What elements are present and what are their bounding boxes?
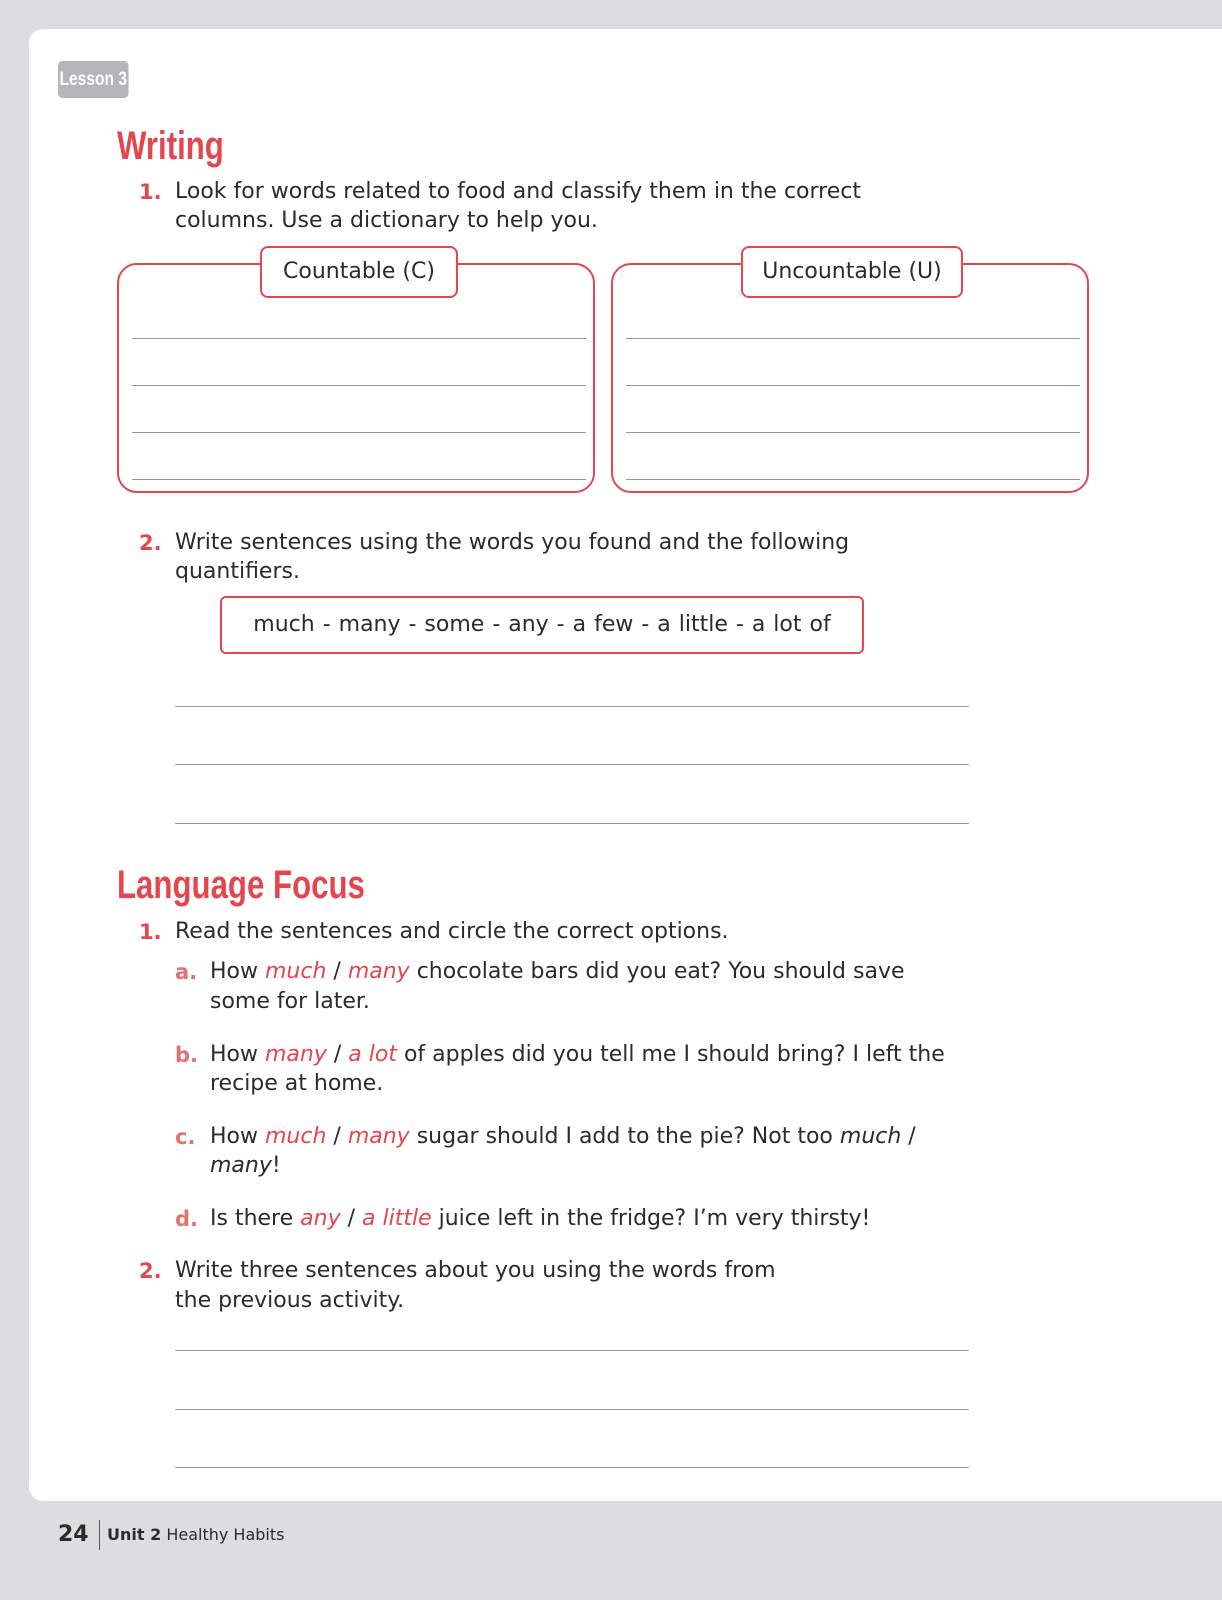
answer-line[interactable] <box>132 338 586 339</box>
sentence-item-a: How much / many chocolate bars did you eat? You should save <box>210 959 905 984</box>
instruction-line: columns. Use a dictionary to help you. <box>175 208 598 233</box>
countable-column-label: Countable (C) <box>260 246 458 298</box>
sentence-item-c: How much / many sugar should I add to the pie? Not too much / <box>210 1124 916 1149</box>
instruction-line: Look for words related to food and classify them in the correct <box>175 179 861 204</box>
item-letter: d. <box>175 1207 199 1231</box>
answer-line[interactable] <box>626 338 1080 339</box>
writing-line[interactable] <box>175 706 969 707</box>
exercise-number: 2. <box>139 1259 162 1283</box>
writing-title: Writing <box>117 124 224 168</box>
option-1[interactable]: many <box>265 1042 327 1067</box>
instruction-line: Write three sentences about you using the words from <box>175 1258 776 1283</box>
item-letter: c. <box>175 1125 196 1149</box>
option-2[interactable]: many <box>347 1124 410 1149</box>
quantifiers-box: much - many - some - any - a few - a little - a lot of <box>220 596 864 654</box>
option-1[interactable]: any <box>300 1206 341 1231</box>
answer-line[interactable] <box>132 479 586 480</box>
answer-line[interactable] <box>132 385 586 386</box>
writing-line[interactable] <box>175 823 969 824</box>
instruction-line: the previous activity. <box>175 1288 405 1313</box>
lesson-tag: Lesson 3 <box>58 61 129 98</box>
item-letter: a. <box>175 960 198 984</box>
instruction-line: Read the sentences and circle the correct options. <box>175 919 729 944</box>
writing-line[interactable] <box>175 1409 969 1410</box>
writing-line[interactable] <box>175 1467 969 1468</box>
answer-line[interactable] <box>626 385 1080 386</box>
writing-line[interactable] <box>175 1350 969 1351</box>
option-2[interactable]: a lot <box>348 1042 397 1067</box>
instruction-line: quantifiers. <box>175 559 300 584</box>
option-1[interactable]: much <box>265 959 327 984</box>
sentence-item-d: Is there any / a little juice left in the fridge? I’m very thirsty! <box>210 1206 871 1231</box>
footer-divider <box>99 1520 100 1550</box>
exercise-number: 1. <box>139 920 162 944</box>
answer-line[interactable] <box>132 432 586 433</box>
instruction-line: Write sentences using the words you found and the following <box>175 530 850 555</box>
uncountable-column-label: Uncountable (U) <box>741 246 963 298</box>
item-letter: b. <box>175 1043 199 1067</box>
sentence-item-b: How many / a lot of apples did you tell me I should bring? I left the <box>210 1042 945 1067</box>
sentence-continuation: some for later. <box>210 989 370 1014</box>
option-2[interactable]: many <box>347 959 410 984</box>
answer-line[interactable] <box>626 479 1080 480</box>
option-3[interactable]: much <box>839 1124 902 1149</box>
page-number: 24 <box>58 1522 89 1547</box>
footer-unit: Unit 2 Healthy Habits <box>107 1525 285 1544</box>
sentence-continuation: many! <box>210 1153 281 1178</box>
exercise-number: 2. <box>139 531 162 555</box>
option-4[interactable]: many <box>210 1153 272 1178</box>
exercise-number: 1. <box>139 180 162 204</box>
option-1[interactable]: much <box>265 1124 327 1149</box>
sentence-continuation: recipe at home. <box>210 1071 384 1096</box>
writing-line[interactable] <box>175 764 969 765</box>
answer-line[interactable] <box>626 432 1080 433</box>
option-2[interactable]: a little <box>362 1206 432 1231</box>
language-focus-title: Language Focus <box>117 863 365 907</box>
